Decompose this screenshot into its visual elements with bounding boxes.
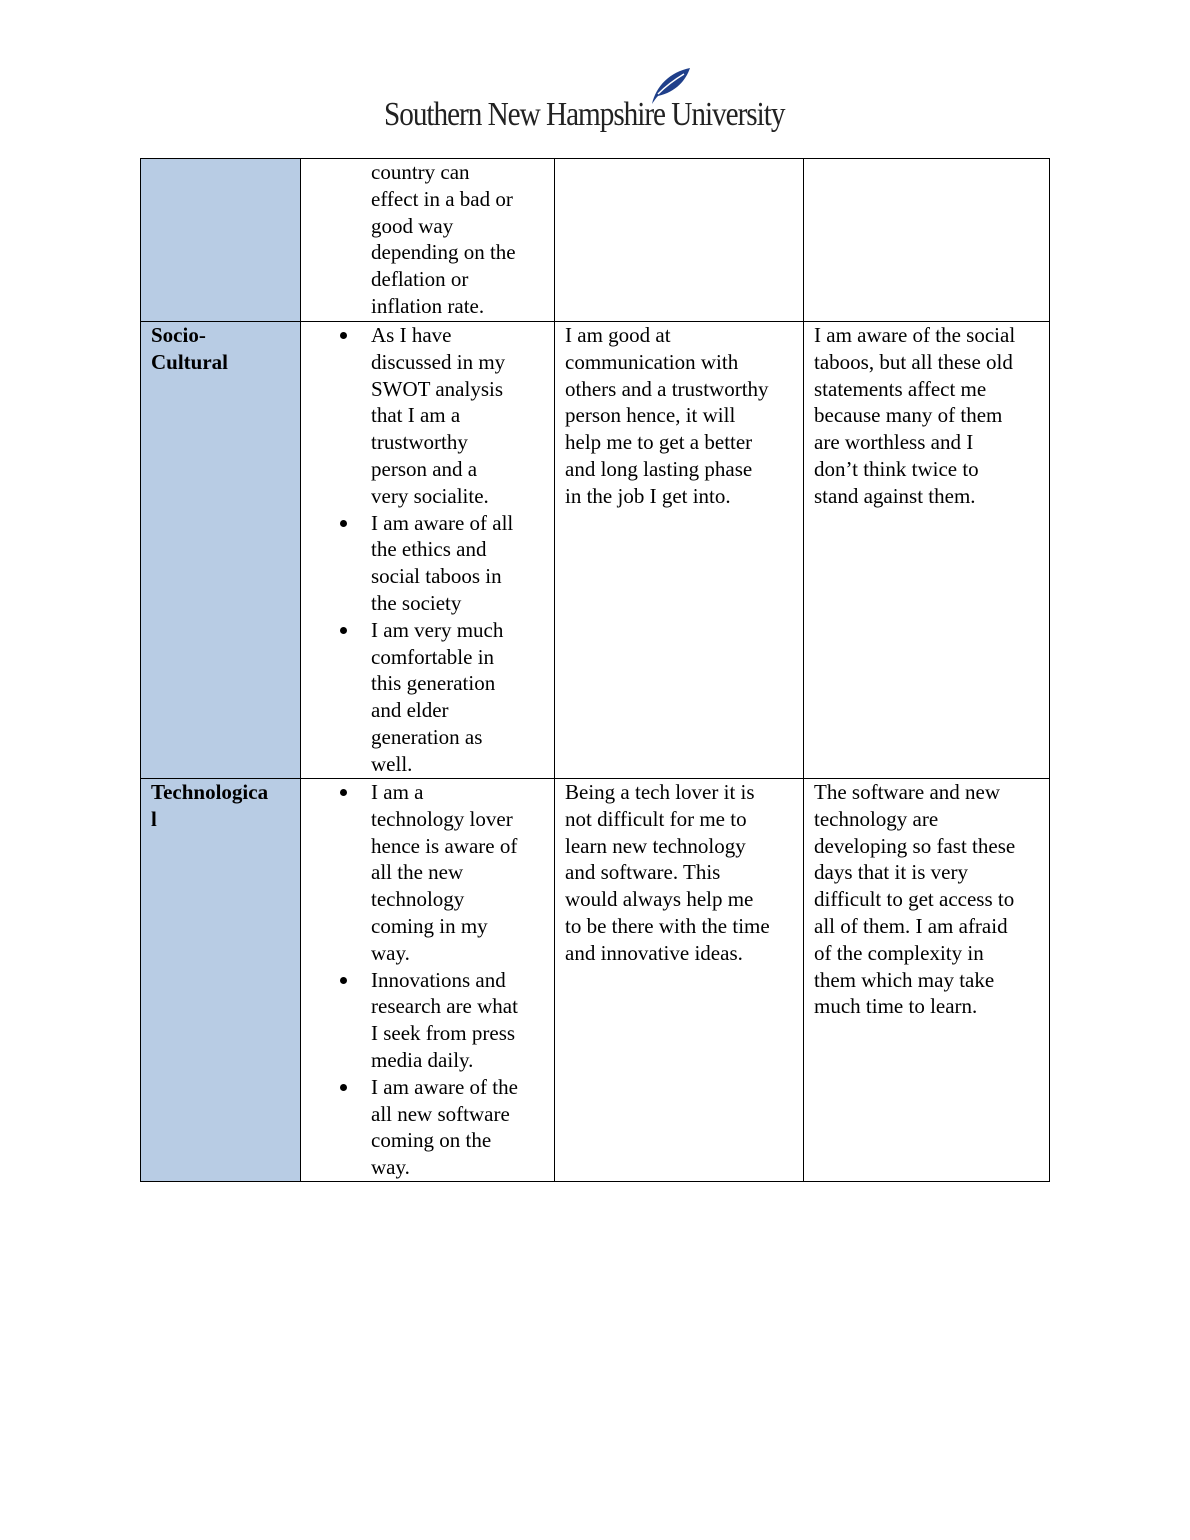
factors-cell — [301, 779, 555, 1182]
list-item: Innovations and research are what I seek from press media daily. — [301, 967, 548, 1074]
factors-cell — [301, 159, 555, 322]
factor-list — [301, 159, 548, 320]
list-item: As I have discussed in my SWOT analysis that I am a trustworthy person and a very socialite. — [301, 322, 548, 510]
university-logo — [384, 66, 809, 138]
table-row — [141, 159, 1050, 322]
opportunity-cell: I am good at communication with others and a trustworthy person hence, it will help me to get a better and long lasting phase in the job I get into. — [555, 322, 804, 779]
threat-cell: The software and new technology are developing so fast these days that it is very difficult to get access to all of them. I am afraid of the complexity in them which may take much time to learn. — [804, 779, 1050, 1182]
list-item: country can effect in a bad or good way depending on the deflation or inflation rate. — [371, 160, 516, 318]
list-item: I am aware of the all new software coming on the way. — [301, 1074, 548, 1181]
list-item: I am a technology lover hence is aware of all the new technology coming in my way. — [301, 779, 548, 967]
factor-list — [301, 322, 548, 778]
opportunity-cell — [555, 159, 804, 322]
pest-table — [140, 158, 1050, 1182]
logo-text: Southern New Hampshire University — [384, 96, 785, 133]
row-heading — [141, 159, 301, 322]
list-item: I am very much comfortable in this generation and elder generation as well. — [301, 617, 548, 778]
threat-cell: I am aware of the social taboos, but all these old statements affect me because many of them are worthless and I don’t think twice to stand against them. — [804, 322, 1050, 779]
opportunity-cell: Being a tech lover it is not difficult for me to learn new technology and software. This would always help me to be there with the time and innovative ideas. — [555, 779, 804, 1182]
row-heading: Technologica l — [141, 779, 301, 1182]
row-heading: Socio- Cultural — [141, 322, 301, 779]
table-row — [141, 322, 1050, 779]
factors-cell — [301, 322, 555, 779]
threat-cell — [804, 159, 1050, 322]
factor-list — [301, 779, 548, 1181]
list-item: I am aware of all the ethics and social taboos in the society — [301, 510, 548, 617]
table-row — [141, 779, 1050, 1182]
